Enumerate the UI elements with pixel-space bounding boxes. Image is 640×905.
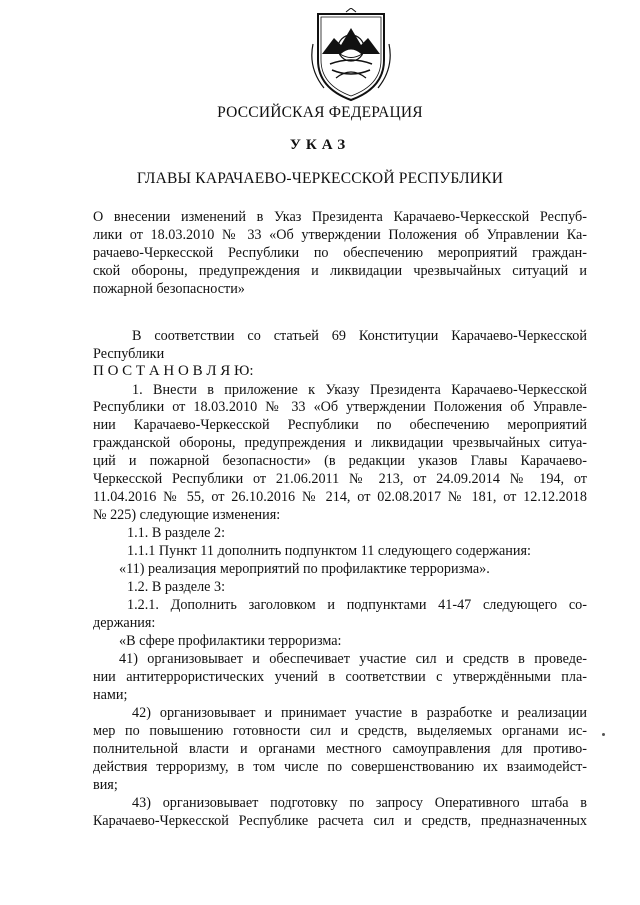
karachay-cherkessia-coat-of-arms-icon: [310, 8, 392, 104]
issuer-heading: ГЛАВЫ КАРАЧАЕВО-ЧЕРКЕССКОЙ РЕСПУБЛИКИ: [136, 170, 504, 187]
title-line: пожарной безопасности»: [93, 281, 245, 297]
body-line: ций и пожарной безопасности» (в редакции указов Главы Карачаево-: [93, 453, 587, 469]
decree-verb: П О С Т А Н О В Л Я Ю:: [93, 363, 254, 379]
body-line: «11) реализация мероприятий по профилактике терроризма».: [119, 561, 490, 577]
body-line: нии антитеррористических учений в соответствии с утверждёнными пла-: [93, 669, 587, 685]
body-line: 1.1.1 Пункт 11 дополнить подпунктом 11 следующего содержания:: [127, 543, 531, 559]
body-line: 43) организовывает подготовку по запросу Оперативного штаба в: [132, 795, 587, 811]
document-type-heading: УКАЗ: [289, 137, 351, 153]
body-line: Карачаево-Черкесской Республике расчета сил и средств, предназначенных: [93, 813, 587, 829]
body-line: вия;: [93, 777, 118, 793]
body-line: мер по повышению готовности сил и средств, выделяемых органами ис-: [93, 723, 587, 739]
body-line: Черкесской Республики от 21.06.2011 № 213, от 24.09.2014 № 194, от: [93, 471, 587, 487]
country-heading: РОССИЙСКАЯ ФЕДЕРАЦИЯ: [217, 104, 423, 121]
title-line: ской обороны, предупреждения и ликвидации чрезвычайных ситуаций и: [93, 263, 587, 279]
title-line: лики от 18.03.2010 № 33 «Об утверждении Положения об Управлении Ка-: [93, 227, 587, 243]
body-line: Республики от 18.03.2010 № 33 «Об утверждении Положения об Управле-: [93, 399, 587, 415]
title-line: рачаево-Черкесской Республики по обеспечению мероприятий граждан-: [93, 245, 587, 261]
preamble-line: Республики: [93, 346, 165, 362]
body-line: 1.2.1. Дополнить заголовком и подпунктами 41-47 следующего со-: [127, 597, 587, 613]
body-line: нии Карачаево-Черкесской Республики по обеспечению мероприятий: [93, 417, 587, 433]
body-line: 1. Внести в приложение к Указу Президента Карачаево-Черкесской: [132, 382, 587, 398]
body-line: действия терроризму, в том числе по совершенствованию их взаимодейст-: [93, 759, 587, 775]
section-heading: 1.2. В разделе 3:: [127, 579, 226, 595]
body-line: 41) организовывает и обеспечивает участие сил и средств в проведе-: [119, 651, 587, 667]
body-line: 42) организовывает и принимает участие в разработке и реализации: [132, 705, 587, 721]
body-line: держания:: [93, 615, 156, 631]
preamble-line: В соответствии со статьей 69 Конституции Карачаево-Черкесской: [132, 328, 587, 344]
body-line: № 225) следующие изменения:: [93, 507, 281, 523]
body-line: гражданской обороны, предупреждения и ликвидации чрезвычайных ситуа-: [93, 435, 587, 451]
subsection-heading: «В сфере профилактики терроризма:: [119, 633, 342, 649]
body-line: нами;: [93, 687, 128, 703]
title-line: О внесении изменений в Указ Президента Карачаево-Черкесской Респуб-: [93, 209, 587, 225]
body-line: 11.04.2016 № 55, от 26.10.2016 № 214, от 02.08.2017 № 181, от 12.12.2018: [93, 489, 587, 505]
body-line: полнительной власти и органами местного самоуправления для противо-: [93, 741, 587, 757]
section-heading: 1.1. В разделе 2:: [127, 525, 226, 541]
scan-speck: [602, 733, 605, 736]
